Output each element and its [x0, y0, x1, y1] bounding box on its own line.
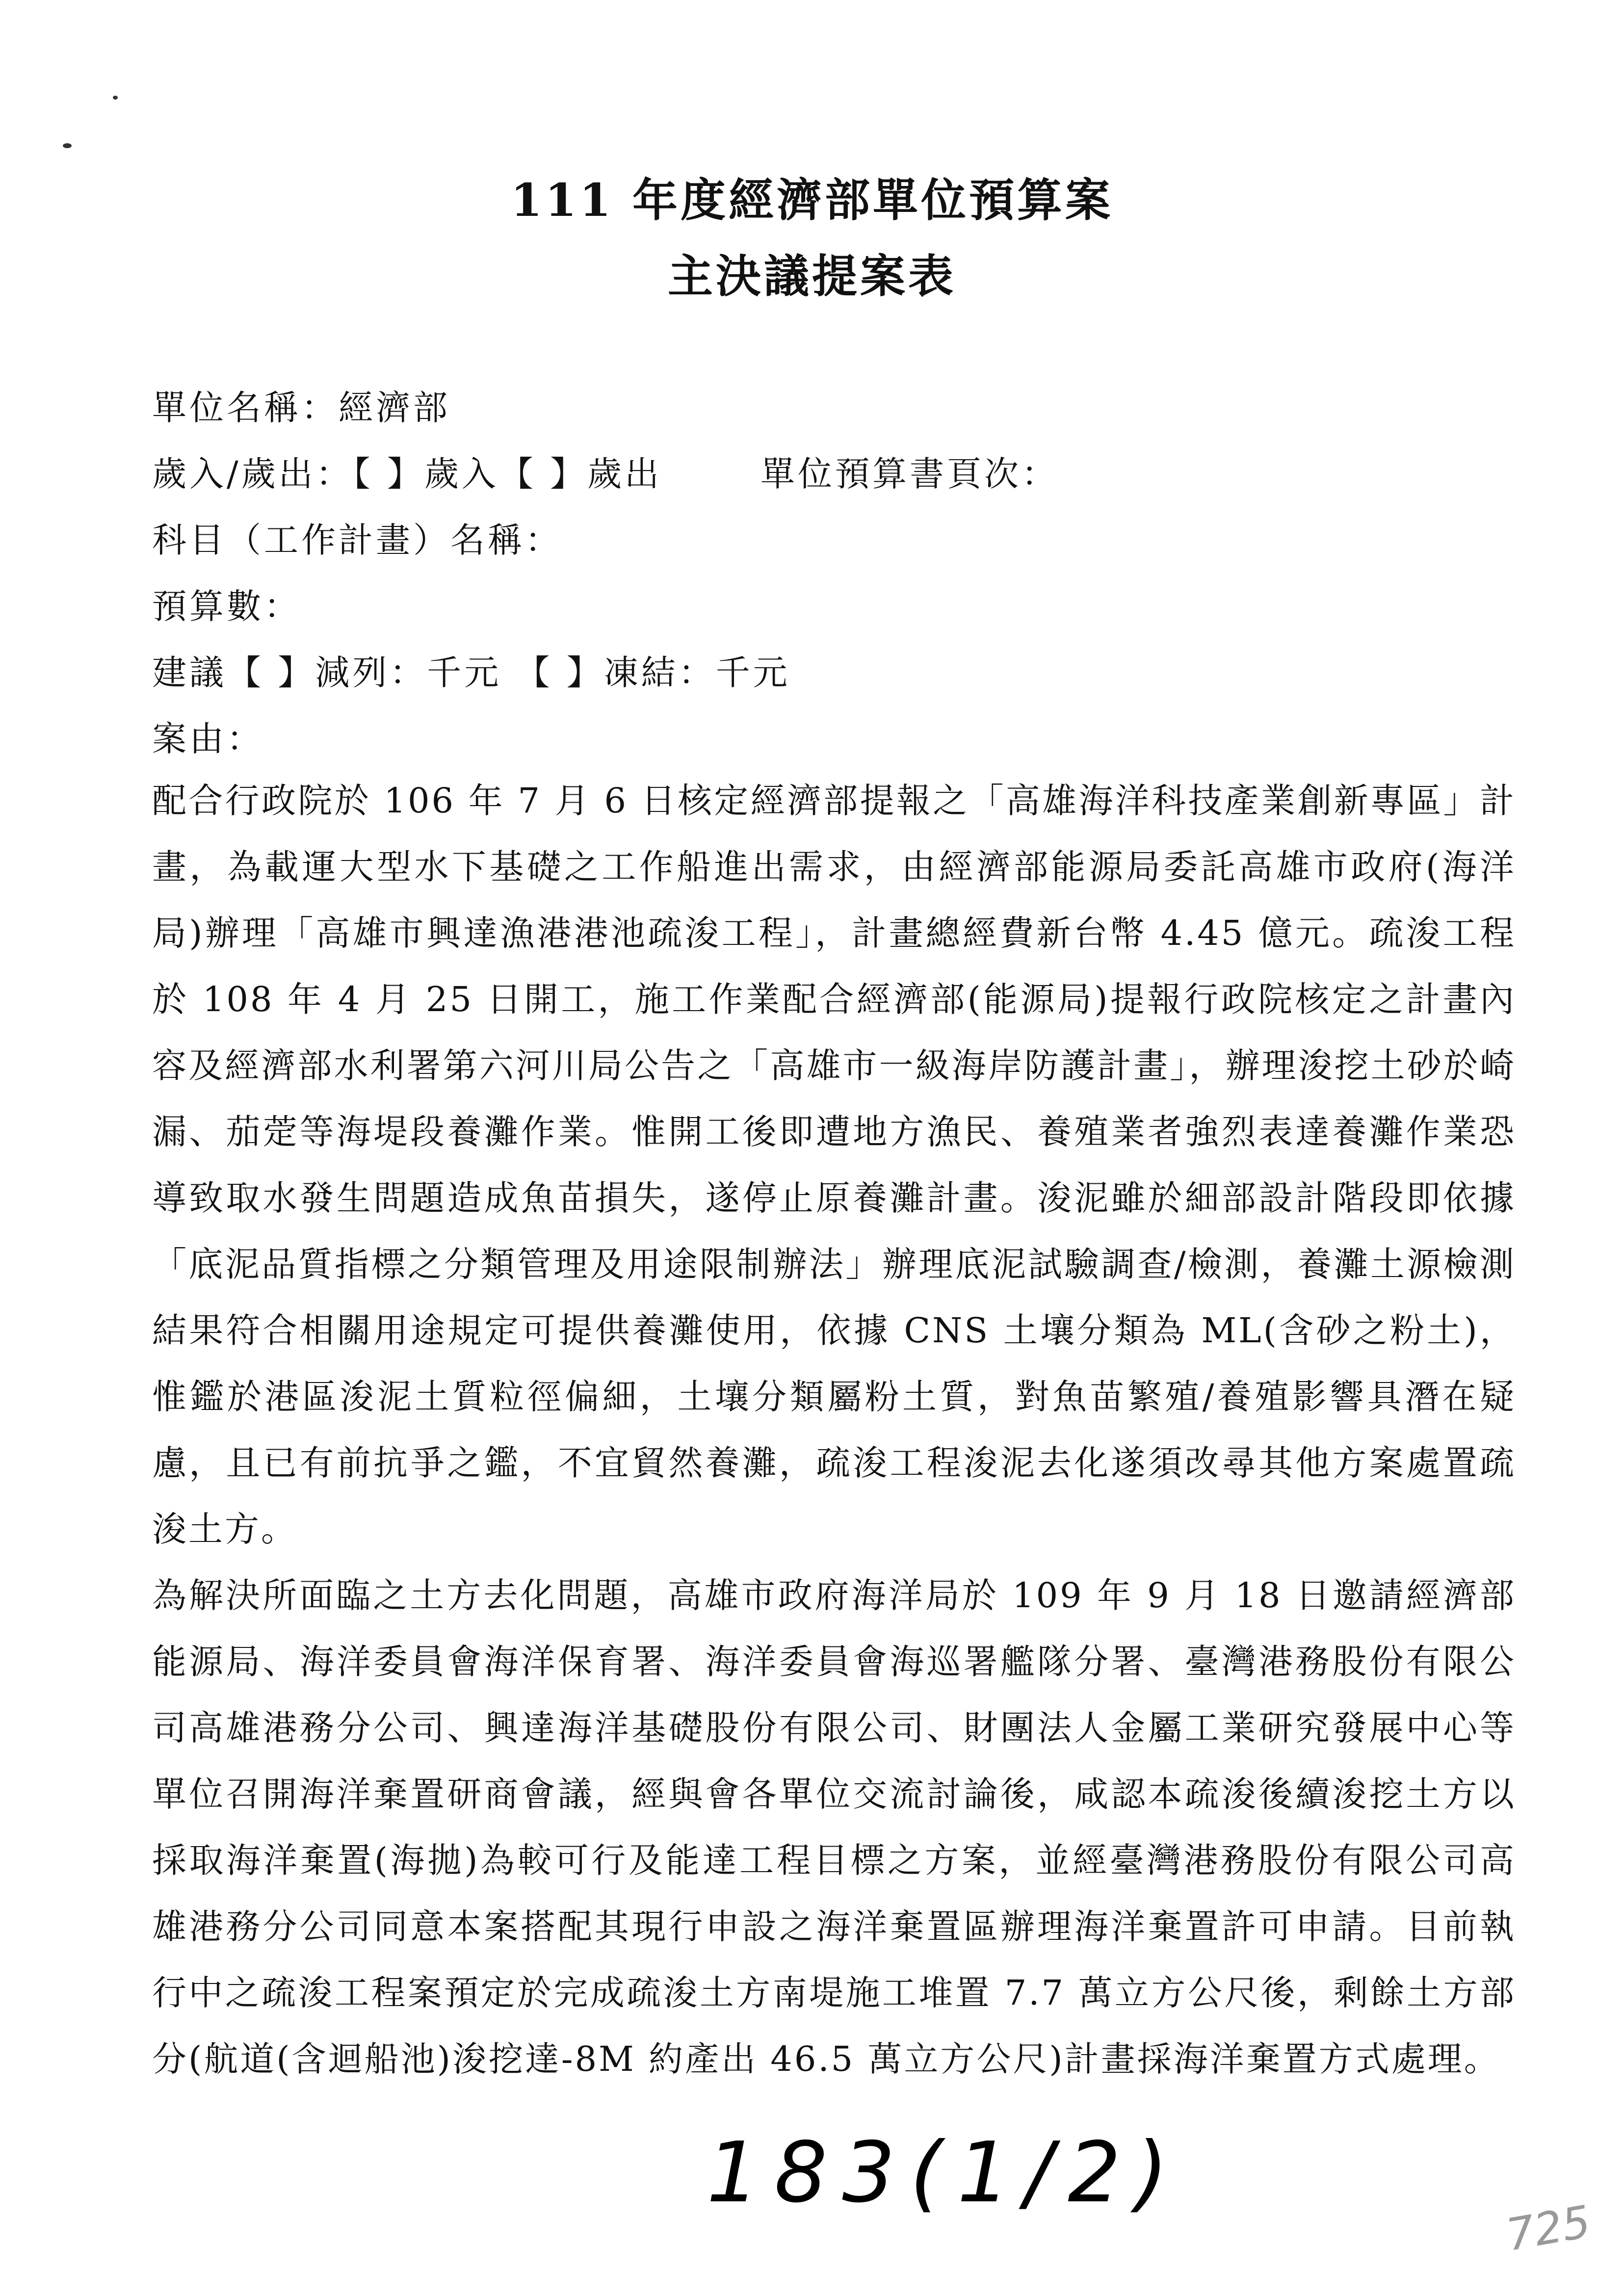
speck-mark — [63, 143, 72, 148]
reason-label: 案由： — [152, 719, 264, 759]
reason-paragraph-1: 配合行政院於 106 年 7 月 6 日核定經濟部提報之「高雄海洋科技產業創新專區」計畫，為載運大型水下基礎之工作船進出需求，由經濟部能源局委託高雄市政府(海洋局)辦理「高雄市興達漁港港池疏浚工程」，計畫總經費新台幣 4.45 億元。疏浚工程於 108 年 4 月 25 日開工，施工作業配合經濟部(能源局)提報行政院核定之計畫內容及經濟部水利署第六河川局公告之「高雄市一級海岸防護計畫」，辦理浚挖土砂於崎漏、茄萣等海堤段養灘作業。惟開工後即遭地方漁民、養殖業者強烈表達養灘作業恐導致取水發生問題造成魚苗損失，遂停止原養灘計畫。浚泥雖於細部設計階段即依據「底泥品質指標之分類管理及用途限制辦法」辦理底泥試驗調查/檢測，養灘土源檢測結果符合相關用途規定可提供養灘使用，依據 CNS 土壤分類為 ML(含砂之粉土)，惟鑑於港區浚泥土質粒徑偏細，土壤分類屬粉土質，對魚苗繁殖/養殖影響具潛在疑慮，且已有前抗爭之鑑，不宜貿然養灘，疏浚工程浚泥去化遂須改尋其他方案處置疏浚土方。 — [152, 781, 1516, 1549]
document-title: 111 年度經濟部單位預算案 — [510, 174, 1114, 227]
corner-handwritten-note: 725 — [1502, 2195, 1595, 2262]
revenue-expenditure-field: 歲入/歲出：【 】歲入【 】歲出 — [152, 454, 662, 494]
unit-name-field: 單位名稱：經濟部 — [152, 388, 450, 428]
proposal-field: 建議【 】減列：千元 【 】凍結：千元 — [152, 652, 790, 693]
document-subtitle: 主決議提案表 — [667, 250, 956, 303]
page-number-label: 單位預算書頁次： — [760, 454, 1059, 494]
subject-name-field: 科目（工作計畫）名稱： — [152, 520, 562, 560]
budget-amount-field: 預算數： — [152, 586, 301, 626]
reason-paragraph-2: 為解決所面臨之土方去化問題，高雄市政府海洋局於 109 年 9 月 18 日邀請經濟部能源局、海洋委員會海洋保育署、海洋委員會海巡署艦隊分署、臺灣港務股份有限公司高雄港務分公司、興達海洋基礎股份有限公司、財團法人金屬工業研究發展中心等單位召開海洋棄置研商會議，經與會各單位交流討論後，咸認本疏浚後續浚挖土方以採取海洋棄置(海拋)為較可行及能達工程目標之方案，並經臺灣港務股份有限公司高雄港務分公司同意本案搭配其現行申設之海洋棄置區辦理海洋棄置許可申請。目前執行中之疏浚工程案預定於完成疏浚土方南堤施工堆置 7.7 萬立方公尺後，剩餘土方部分(航道(含迴船池)浚挖達-8M 約產出 46.5 萬立方公尺)計畫採海洋棄置方式處理。 — [152, 1575, 1516, 2079]
speck-mark — [113, 96, 118, 100]
handwritten-page-number: 183(1/2) — [707, 2124, 1183, 2221]
